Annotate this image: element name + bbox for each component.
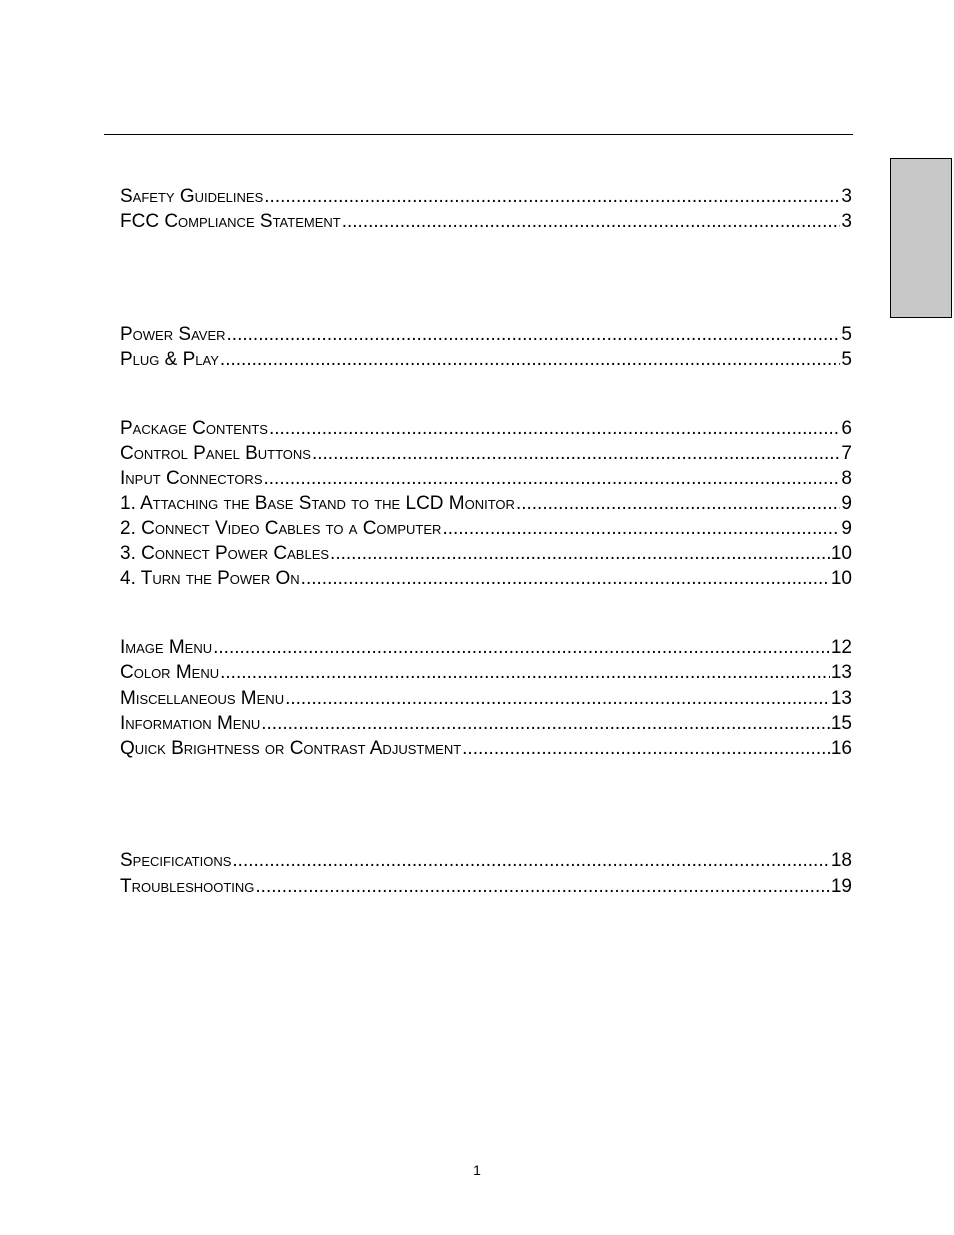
- toc-entry-title: Power Saver: [120, 324, 226, 345]
- toc-entry-attaching-base-stand[interactable]: [120, 491, 852, 516]
- toc-entry-title: Safety Guidelines: [120, 186, 264, 207]
- toc-entry-safety-guidelines[interactable]: [120, 184, 852, 209]
- header-rule: [104, 134, 853, 135]
- toc-entry-page: 9: [841, 518, 852, 539]
- section-tab: [890, 158, 952, 318]
- toc-dot-leader: [220, 347, 841, 372]
- toc-dot-leader: [255, 874, 829, 899]
- toc-dot-leader: [269, 416, 840, 441]
- page-number: 1: [473, 1162, 481, 1178]
- toc-entry-turn-power-on[interactable]: [120, 566, 852, 591]
- toc-entry-page: 3: [841, 186, 852, 207]
- toc-entry-title: Input Connectors: [120, 468, 263, 489]
- toc-dot-leader: [264, 466, 841, 491]
- toc-entry-connect-power-cables[interactable]: [120, 541, 852, 566]
- toc-entry-title: 2. Connect Video Cables to a Computer: [120, 518, 442, 539]
- toc-entry-title: Image Menu: [120, 637, 213, 658]
- toc-entry-title: Troubleshooting: [120, 876, 255, 897]
- toc-entry-title: Quick Brightness or Contrast Adjustment: [120, 738, 462, 759]
- toc-dot-leader: [264, 184, 840, 209]
- toc-dot-leader: [330, 541, 830, 566]
- toc-entry-information-menu[interactable]: [120, 711, 852, 736]
- toc-entry-color-menu[interactable]: [120, 660, 852, 685]
- toc-dot-leader: [342, 209, 841, 234]
- toc-dot-leader: [232, 848, 829, 873]
- toc-entry-title: FCC Compliance Statement: [120, 211, 341, 232]
- toc-entry-title: Control Panel Buttons: [120, 443, 311, 464]
- toc-entry-page: 10: [830, 543, 852, 564]
- toc-entry-fcc-compliance[interactable]: [120, 209, 852, 234]
- toc-dot-leader: [261, 711, 830, 736]
- toc-entry-input-connectors[interactable]: [120, 466, 852, 491]
- toc-entry-title: Package Contents: [120, 418, 268, 439]
- toc-entry-page: 3: [841, 211, 852, 232]
- toc-entry-title: 3. Connect Power Cables: [120, 543, 330, 564]
- toc-entry-page: 5: [841, 349, 852, 370]
- toc-entry-page: 12: [830, 637, 852, 658]
- toc-dot-leader: [301, 566, 830, 591]
- toc-dot-leader: [462, 736, 830, 761]
- toc-entry-page: 8: [841, 468, 852, 489]
- toc-entry-specifications[interactable]: [120, 848, 852, 873]
- toc-entry-package-contents[interactable]: [120, 416, 852, 441]
- toc-entry-title: Specifications: [120, 850, 232, 871]
- toc-entry-page: 13: [830, 662, 852, 683]
- toc-dot-leader: [285, 686, 830, 711]
- toc-entry-page: 16: [830, 738, 852, 759]
- toc-entry-title: 4. Turn the Power On: [120, 568, 300, 589]
- toc-entry-page: 6: [841, 418, 852, 439]
- toc-entry-page: 7: [841, 443, 852, 464]
- toc-entry-page: 13: [830, 688, 852, 709]
- toc-entry-page: 15: [830, 713, 852, 734]
- toc-entry-plug-and-play[interactable]: [120, 347, 852, 372]
- toc-entry-troubleshooting[interactable]: [120, 874, 852, 899]
- toc-entry-image-menu[interactable]: [120, 635, 852, 660]
- toc-dot-leader: [213, 635, 830, 660]
- toc-dot-leader: [220, 660, 830, 685]
- toc-entry-page: 18: [830, 850, 852, 871]
- toc-entry-control-panel-buttons[interactable]: [120, 441, 852, 466]
- toc-entry-page: 5: [841, 324, 852, 345]
- toc-dot-leader: [442, 516, 840, 541]
- toc-entry-title: Miscellaneous Menu: [120, 688, 285, 709]
- toc-entry-miscellaneous-menu[interactable]: [120, 686, 852, 711]
- toc-dot-leader: [227, 322, 841, 347]
- toc-entry-title: Color Menu: [120, 662, 220, 683]
- toc-entry-page: 10: [830, 568, 852, 589]
- toc-entry-title: 1. Attaching the Base Stand to the LCD Monitor: [120, 493, 515, 514]
- toc-entry-power-saver[interactable]: [120, 322, 852, 347]
- toc-entry-connect-video-cables[interactable]: [120, 516, 852, 541]
- toc-entry-quick-brightness[interactable]: [120, 736, 852, 761]
- toc-dot-leader: [312, 441, 840, 466]
- toc-entry-page: 19: [830, 876, 852, 897]
- toc-dot-leader: [516, 491, 840, 516]
- toc-entry-title: Plug & Play: [120, 349, 219, 370]
- toc-entry-page: 9: [841, 493, 852, 514]
- toc-entry-title: Information Menu: [120, 713, 261, 734]
